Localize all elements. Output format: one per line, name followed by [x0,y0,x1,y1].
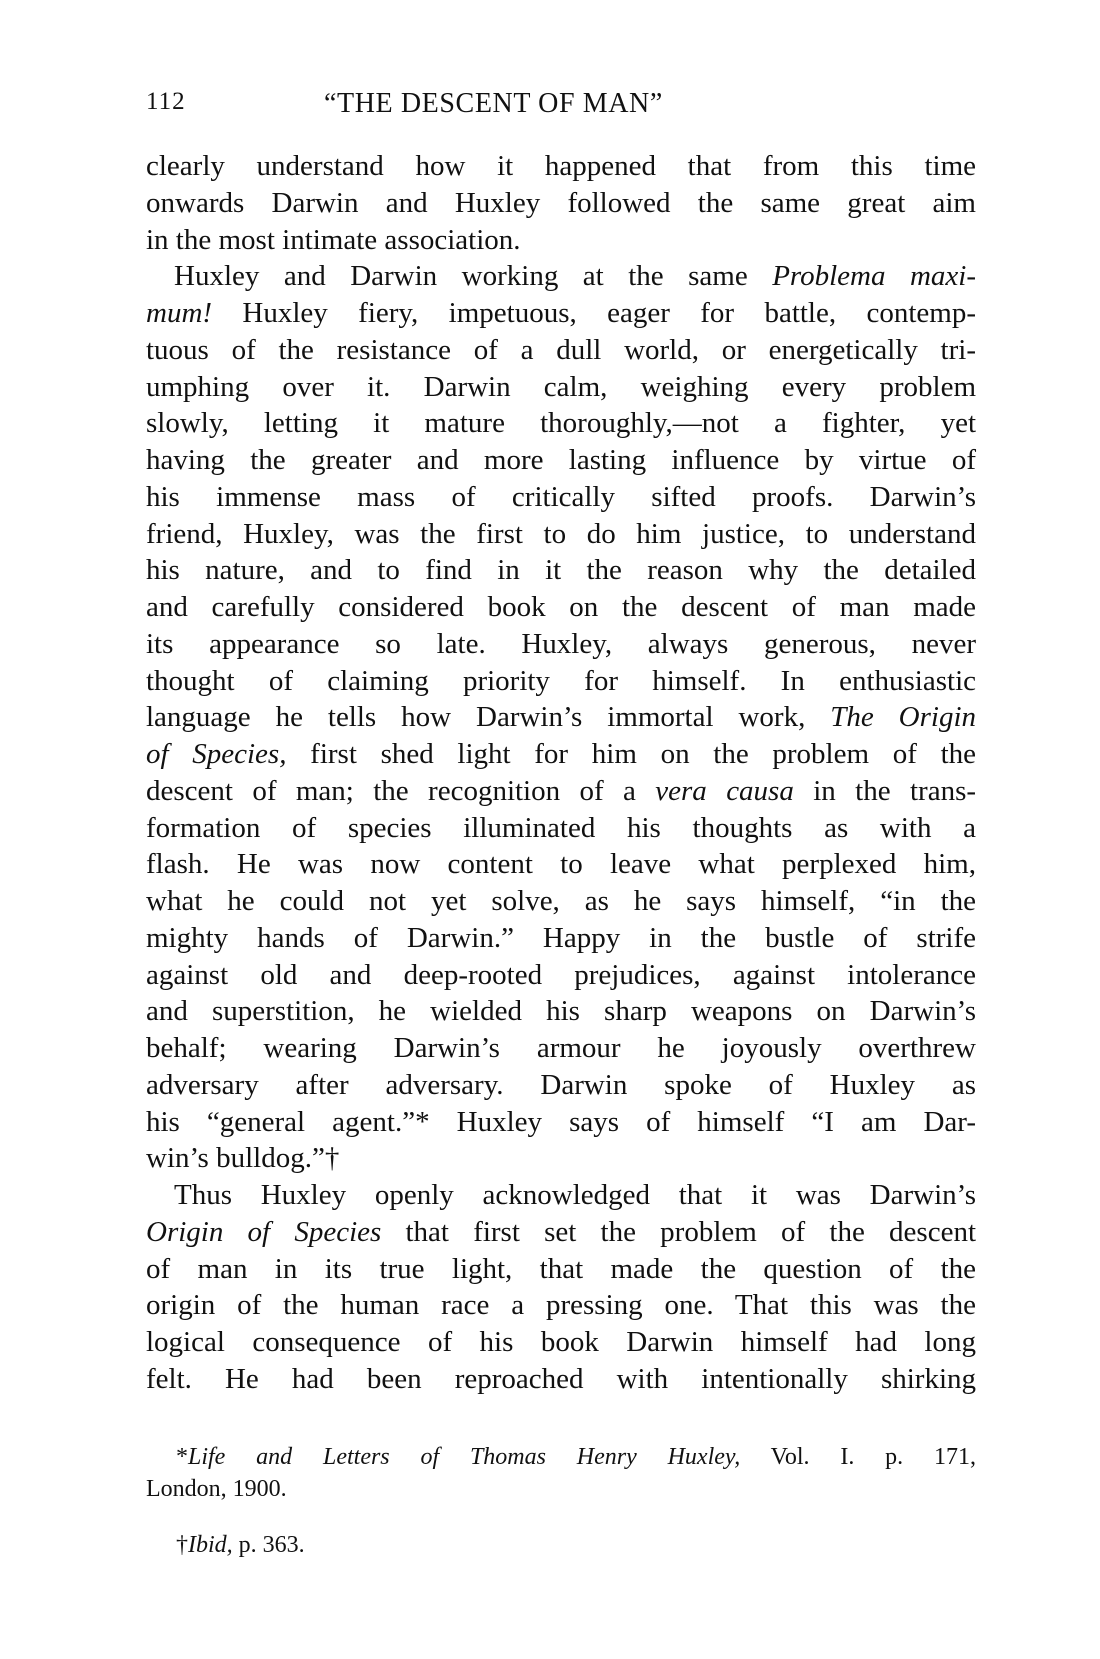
text-line: origin of the human race a pressing one. That this was the [146,1289,976,1322]
footnote-spacer [146,1505,976,1529]
text-line: against old and deep-rooted prejudices, against intolerance [146,958,976,991]
footnote-text: p. 363. [232,1532,305,1558]
text-line: Thus Huxley openly acknowledged that it was Darwin’s [174,1179,976,1211]
footnote-title: Life and Letters of Thomas Henry Huxley, [188,1444,741,1470]
text-line: thought of claiming priority for himself. In enthusiastic [146,664,976,697]
text-run: language he tells how Darwin’s immortal work, [146,701,831,734]
text-line: his immense mass of critically sifted proofs. Darwin’s [146,480,976,513]
text-line: friend, Huxley, was the first to do him justice, to understand [146,517,976,550]
running-title: “THE DESCENT OF MAN” [324,88,663,119]
text-line: slowly, letting it mature thoroughly,—not a fighter, yet [146,407,976,440]
body-text [146,148,976,1398]
footnote-1 [146,1441,976,1473]
italic-phrase: mum! [146,297,213,329]
italic-phrase: Origin of Species [146,1215,382,1248]
text-line: umphing over it. Darwin calm, weighing every problem [146,370,976,403]
text-line: of man in its true light, that made the question of the [146,1252,976,1285]
italic-phrase: vera causa [655,774,794,807]
text-line [146,258,976,295]
text-line [146,295,976,332]
text-line: felt. He had been reproached with intentionally shirking [146,1362,976,1395]
text-line [146,736,976,773]
text-line: flash. He was now content to leave what perplexed him, [146,848,976,881]
text-line: clearly understand how it happened that from this time [146,150,976,182]
text-line: having the greater and more lasting influence by virtue of [146,444,976,476]
page-number: 112 [146,88,186,115]
text-line [146,1214,976,1251]
text-run: that first set the problem of the descent [381,1215,976,1248]
text-line: adversary after adversary. Darwin spoke of Huxley as [146,1068,976,1101]
text-line: logical consequence of his book Darwin himself had long [146,1326,976,1358]
text-line: his “general agent.”* Huxley says of himself “I am Dar- [146,1105,976,1138]
text-line [146,773,976,810]
italic-phrase: of Species, [146,738,287,770]
italic-phrase: The Origin [830,701,976,734]
footnote-text: Vol. I. p. 171, [740,1444,976,1470]
footnote-1-continued: London, 1900. [146,1476,287,1502]
text-line: and carefully considered book on the descent of man made [146,591,976,623]
text-line: behalf; wearing Darwin’s armour he joyously overthrew [146,1032,976,1064]
footnotes [146,1441,976,1561]
text-line: what he could not yet solve, as he says himself, “in the [146,885,976,917]
text-line: and superstition, he wielded his sharp weapons on Darwin’s [146,995,976,1028]
italic-phrase: Problema maxi- [772,260,976,293]
text-line: in the most intimate association. [146,223,521,256]
text-run: in the trans- [793,774,977,807]
text-run: first shed light for him on the problem of the [286,738,977,770]
text-line: its appearance so late. Huxley, always generous, never [146,627,976,660]
text-run: descent of man; the recognition of a [146,774,656,807]
text-line: win’s bulldog.”† [146,1142,340,1175]
text-line: mighty hands of Darwin.” Happy in the bustle of strife [146,921,976,954]
text-line [146,699,976,736]
running-head [146,88,976,128]
footnote-marker: † [176,1532,188,1558]
text-line: his nature, and to find in it the reason why the detailed [146,554,976,587]
text-run: Huxley fiery, impetuous, eager for battle, contemp- [212,297,976,329]
text-run: Huxley and Darwin working at the same [174,260,773,293]
footnote-2 [146,1529,976,1561]
text-line: formation of species illuminated his thoughts as with a [146,811,976,844]
footnote-marker: * [176,1444,188,1470]
text-line: onwards Darwin and Huxley followed the same great aim [146,186,976,219]
text-line: tuous of the resistance of a dull world, or energetically tri- [146,333,976,366]
footnote-ibid: Ibid, [188,1532,233,1558]
